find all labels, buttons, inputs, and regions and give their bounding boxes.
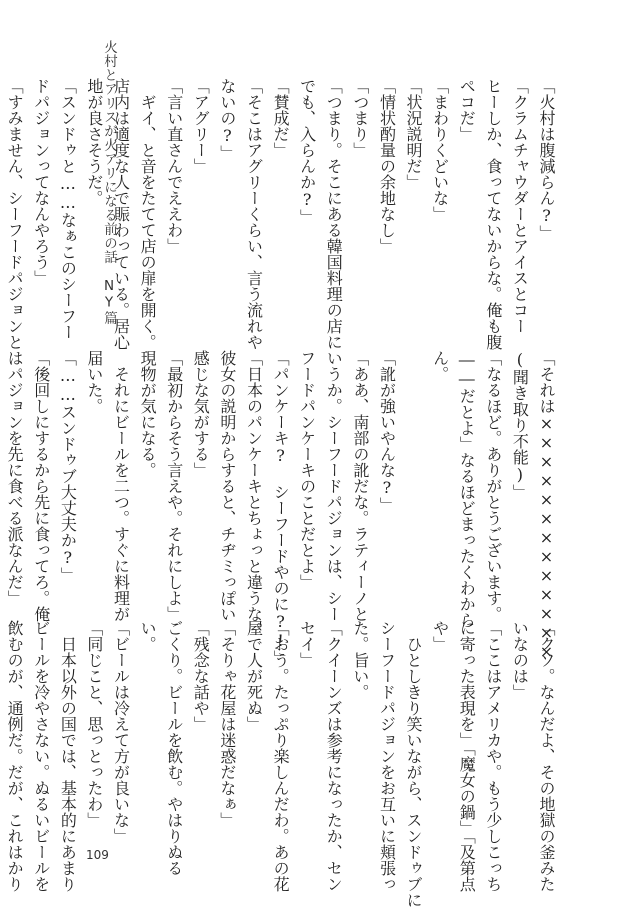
text-line: それにビールを二つ。すぐに料理が bbox=[111, 350, 131, 622]
text-line: 「クソ。なんだよ、その地獄の釜みた bbox=[537, 620, 556, 892]
text-line: 「つまり」 bbox=[350, 78, 370, 158]
text-line: 彼女の説明からすると、チヂミっぽい bbox=[217, 350, 237, 622]
text-line: 「そりゃ花屋は迷惑だなぁ」 bbox=[217, 620, 237, 828]
text-line bbox=[0, 350, 1, 582]
text-line: 「アグリー」 bbox=[191, 78, 211, 174]
text-line: 「訛が強いやんな?」 bbox=[377, 350, 397, 513]
text-line: 店内は適度な人で賑わっている。居心 bbox=[111, 78, 131, 350]
text-line: 日本以外の国では、基本的にあまり bbox=[58, 620, 78, 892]
text-line: 「すみません、シーフードパジョンと bbox=[5, 78, 25, 350]
text-line: 届いた。 bbox=[84, 350, 104, 414]
text-line: いうか。シーフードパジョンは、シー bbox=[324, 350, 344, 622]
text-block-top bbox=[5, 78, 559, 350]
text-line: 現物が気になる。 bbox=[138, 350, 158, 478]
text-line: 「それは××××××××××××× bbox=[537, 350, 556, 661]
text-line: 「賛成だ」 bbox=[271, 78, 291, 158]
text-line: フードパンケーキのことだとよ」 bbox=[297, 350, 317, 590]
text-line: 「スンドゥと……なぁこのシーフー bbox=[58, 78, 78, 340]
text-line: 「クイーンズは参考になったか、セン bbox=[324, 620, 344, 892]
text-line: 「言い直さんでええわ」 bbox=[164, 78, 184, 254]
text-line: ん。 bbox=[430, 350, 450, 382]
text-line: 「後回しにするから先に食ってろ。俺 bbox=[31, 350, 51, 622]
text-line: (聞き取り不能)」 bbox=[510, 350, 530, 500]
page-number: 109 bbox=[86, 848, 109, 862]
text-line: いなのは」 bbox=[510, 620, 530, 700]
text-line: や」 bbox=[430, 620, 450, 652]
text-line: 「なるほど。ありがとうございます。 bbox=[483, 350, 503, 622]
text-line: はパジョンを先に食べる派なんだ」 bbox=[5, 350, 25, 606]
text-line: 「残念な話や」 bbox=[191, 620, 211, 732]
text-line: 「火村は腹減らん?」 bbox=[537, 78, 556, 241]
text-line: 「……スンドゥブ大丈夫か?」 bbox=[58, 350, 78, 583]
text-line: 「ビールは冷えて方が良いな」 bbox=[111, 620, 131, 844]
text-line bbox=[399, 350, 426, 582]
text-line bbox=[0, 620, 1, 852]
text-line: 「そこはアグリーくらい、言う流れや bbox=[244, 78, 264, 350]
text-line: い。 bbox=[138, 620, 158, 652]
text-line: ヒーしか、食ってないからな。俺も腹 bbox=[483, 78, 503, 350]
text-line: 「つまり。そこにある韓国料理の店に bbox=[324, 78, 344, 350]
text-line: 「日本のパンケーキとちょっと違うな。 bbox=[244, 350, 264, 638]
text-line: 飲むのが、通例だ。だが、これはかり bbox=[5, 620, 25, 892]
text-line: に寄った表現を」「魔女の鍋」「及第点 bbox=[457, 620, 477, 892]
text-line: 「クラムチャウダーとアイスとコー bbox=[510, 78, 530, 334]
text-line: 「ああ、南部の訛だな。ラティーノと bbox=[350, 350, 370, 622]
text-line: 「まわりくどいな」 bbox=[430, 78, 450, 222]
text-line: シーフードパジョンをお互いに頬張っ bbox=[377, 620, 397, 892]
running-head: 火村とアリスが火アリになる前の話 NY篇 bbox=[101, 40, 117, 325]
text-line: ――だとよ」なるほどまったくわから bbox=[457, 350, 477, 628]
text-line: 屋で人が死ぬ」 bbox=[244, 620, 264, 732]
text-line: 「おう。たっぷり楽しんだわ。あの花 bbox=[271, 620, 291, 892]
text-line: ひとしきり笑いながら、スンドゥブに bbox=[404, 620, 424, 908]
text-line: 地が良さそうだ。 bbox=[84, 78, 104, 206]
text-line: 感じな気がする」 bbox=[191, 350, 211, 478]
text-line: ギイ、と音をたてて店の扉を開く。 bbox=[138, 78, 158, 350]
text-line: でも、入らんか?」 bbox=[297, 78, 317, 225]
text-line: ごくり。ビールを飲む。やはりぬる bbox=[164, 620, 184, 876]
text-line: 「最初からそう言えや。それにしよ」 bbox=[164, 350, 184, 622]
text-line: ドパジョンってなんやろう」 bbox=[31, 78, 51, 286]
text-line: ないの?」 bbox=[217, 78, 237, 161]
text-line: 「同じこと、思っとったわ」 bbox=[84, 620, 104, 828]
text-line: た。旨い。 bbox=[350, 620, 370, 700]
text-line: 「情状酌量の余地なし」 bbox=[377, 78, 397, 254]
text-line: ビールを冷やさない。ぬるいビールを bbox=[31, 620, 51, 892]
text-line: 「パンケーキ? シーフードやのに?!」 bbox=[271, 350, 291, 666]
text-line: 「状況説明だ」 bbox=[404, 78, 424, 190]
text-line: セイ」 bbox=[297, 620, 317, 668]
text-line: 「ここはアメリカや。もう少しこっち bbox=[483, 620, 503, 892]
text-line: ペコだ」 bbox=[457, 78, 477, 142]
